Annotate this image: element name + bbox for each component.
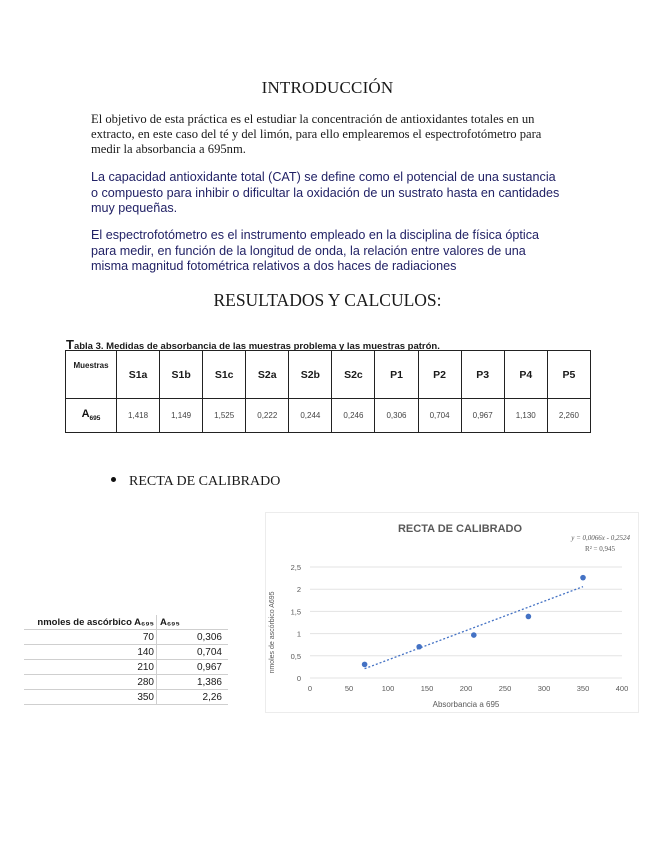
absorbance-col-header: S2c bbox=[332, 351, 375, 399]
absorbance-value-cell: 0,222 bbox=[246, 399, 289, 433]
calibration-absorbance-cell: 0,967 bbox=[157, 660, 229, 675]
calibration-chart bbox=[265, 512, 638, 712]
x-tick-label: 50 bbox=[344, 684, 354, 693]
y-tick-label: 0 bbox=[296, 674, 301, 683]
y-tick-label: 1 bbox=[296, 629, 301, 639]
x-tick-label: 100 bbox=[381, 684, 395, 693]
calibration-table-row bbox=[24, 645, 228, 660]
trendline-equation: y = 0,0066x - 0,2524 bbox=[571, 534, 630, 542]
calibration-nmoles-cell: 280 bbox=[24, 675, 157, 690]
x-tick-label: 250 bbox=[498, 684, 512, 693]
x-axis-label: Absorbancia a 695 bbox=[432, 700, 500, 709]
intro-heading: INTRODUCCIÓN bbox=[261, 78, 394, 97]
calibration-absorbance-cell: 0,306 bbox=[157, 630, 229, 645]
absorbance-value-cell: 1,149 bbox=[160, 399, 203, 433]
y-tick-label: 1,5 bbox=[290, 607, 301, 617]
bullet-icon bbox=[111, 477, 116, 482]
calibration-table-row bbox=[24, 630, 228, 645]
data-point bbox=[416, 644, 422, 650]
absorbance-value-cell: 0,704 bbox=[418, 399, 461, 433]
absorbance-row-label-main: A bbox=[81, 408, 90, 421]
x-tick-label: 400 bbox=[615, 684, 629, 693]
trendline bbox=[365, 587, 583, 669]
intro-paragraph-objective: El objetivo de esta práctica es el estudiar la concentración de antioxidantes totales en un extracto, en este caso del té y del limón, para ello emplearemos el espectrofotómetro para medir la absorbancia a 695nm. bbox=[91, 112, 542, 156]
calibration-absorbance-cell: 1,386 bbox=[157, 675, 229, 690]
absorbance-col-header: S1b bbox=[160, 351, 203, 399]
absorbance-value-cell: 1,130 bbox=[504, 399, 547, 433]
calibration-bullet-label: RECTA DE CALIBRADO bbox=[129, 474, 281, 489]
intro-paragraph-cat: La capacidad antioxidante total (CAT) se define como el potencial de una sustancia o compuesto para inhibir o dificultar la oxidación de un sustrato hasta en cantidades muy pequeñas. bbox=[91, 170, 560, 215]
absorbance-col-header: P4 bbox=[504, 351, 547, 399]
calibration-table-row bbox=[24, 675, 228, 690]
table-caption-lead: T bbox=[66, 337, 74, 352]
y-tick-label: 2 bbox=[296, 585, 301, 595]
absorbance-value-cell: 1,418 bbox=[117, 399, 160, 433]
r-squared-label: R² = 0,945 bbox=[585, 545, 615, 553]
x-tick-label: 350 bbox=[576, 684, 590, 693]
chart-title: RECTA DE CALIBRADO bbox=[397, 523, 523, 535]
y-tick-label: 2,5 bbox=[290, 563, 301, 572]
absorbance-value-cell: 1,525 bbox=[203, 399, 246, 433]
calibration-bullet bbox=[111, 474, 280, 490]
absorbance-table-value-row bbox=[66, 399, 591, 433]
absorbance-value-cell: 2,260 bbox=[547, 399, 590, 433]
absorbance-row-label-sub: 695 bbox=[89, 415, 101, 423]
absorbance-table bbox=[65, 350, 591, 433]
results-heading: RESULTADOS Y CALCULOS: bbox=[213, 290, 442, 310]
absorbance-row-label bbox=[66, 399, 117, 433]
calibration-table bbox=[24, 615, 228, 705]
absorbance-value-cell: 0,244 bbox=[289, 399, 332, 433]
y-axis-label: nmoles de ascórbico A695 bbox=[269, 591, 276, 674]
calibration-col1-header: nmoles de ascórbico A₆₉₅ bbox=[24, 615, 157, 630]
data-point bbox=[526, 614, 532, 620]
data-point bbox=[471, 632, 477, 638]
x-tick-label: 0 bbox=[307, 684, 313, 693]
absorbance-col-header: P5 bbox=[547, 351, 590, 399]
calibration-nmoles-cell: 210 bbox=[24, 660, 157, 675]
data-point bbox=[362, 662, 368, 668]
absorbance-col-header: S2a bbox=[246, 351, 289, 399]
absorbance-col-header: S1c bbox=[203, 351, 246, 399]
calibration-nmoles-cell: 350 bbox=[24, 690, 157, 705]
absorbance-col-header: P2 bbox=[418, 351, 461, 399]
absorbance-value-cell: 0,306 bbox=[375, 399, 418, 433]
intro-paragraph-spectrophotometer: El espectrofotómetro es el instrumento empleado en la disciplina de física óptica para medir, en función de la longitud de onda, la relación entre valores de una misma magnitud fotométrica relativos a dos haces de radiaciones bbox=[91, 228, 540, 273]
x-tick-label: 150 bbox=[420, 684, 434, 693]
absorbance-table-header-row bbox=[66, 351, 591, 399]
table-caption-text: abla 3. Medidas de absorbancia de las muestras problema y las muestras patrón. bbox=[73, 341, 440, 352]
absorbance-col-header: P1 bbox=[375, 351, 418, 399]
absorbance-col-header: S2b bbox=[289, 351, 332, 399]
x-tick-label: 200 bbox=[459, 684, 473, 693]
absorbance-table-header-label: Muestras bbox=[66, 351, 117, 399]
absorbance-col-header: P3 bbox=[461, 351, 504, 399]
absorbance-col-header: S1a bbox=[117, 351, 160, 399]
data-point bbox=[580, 575, 586, 581]
calibration-absorbance-cell: 2,26 bbox=[157, 690, 229, 705]
calibration-nmoles-cell: 70 bbox=[24, 630, 157, 645]
x-tick-label: 300 bbox=[537, 684, 551, 693]
absorbance-value-cell: 0,246 bbox=[332, 399, 375, 433]
y-tick-label: 0,5 bbox=[290, 651, 301, 661]
calibration-table-header-row bbox=[24, 615, 228, 630]
calibration-col2-header: A₆₉₅ bbox=[157, 615, 229, 630]
calibration-table-row bbox=[24, 690, 228, 705]
calibration-table-row bbox=[24, 660, 228, 675]
calibration-chart-svg bbox=[265, 512, 638, 712]
calibration-absorbance-cell: 0,704 bbox=[157, 645, 229, 660]
absorbance-value-cell: 0,967 bbox=[461, 399, 504, 433]
calibration-nmoles-cell: 140 bbox=[24, 645, 157, 660]
